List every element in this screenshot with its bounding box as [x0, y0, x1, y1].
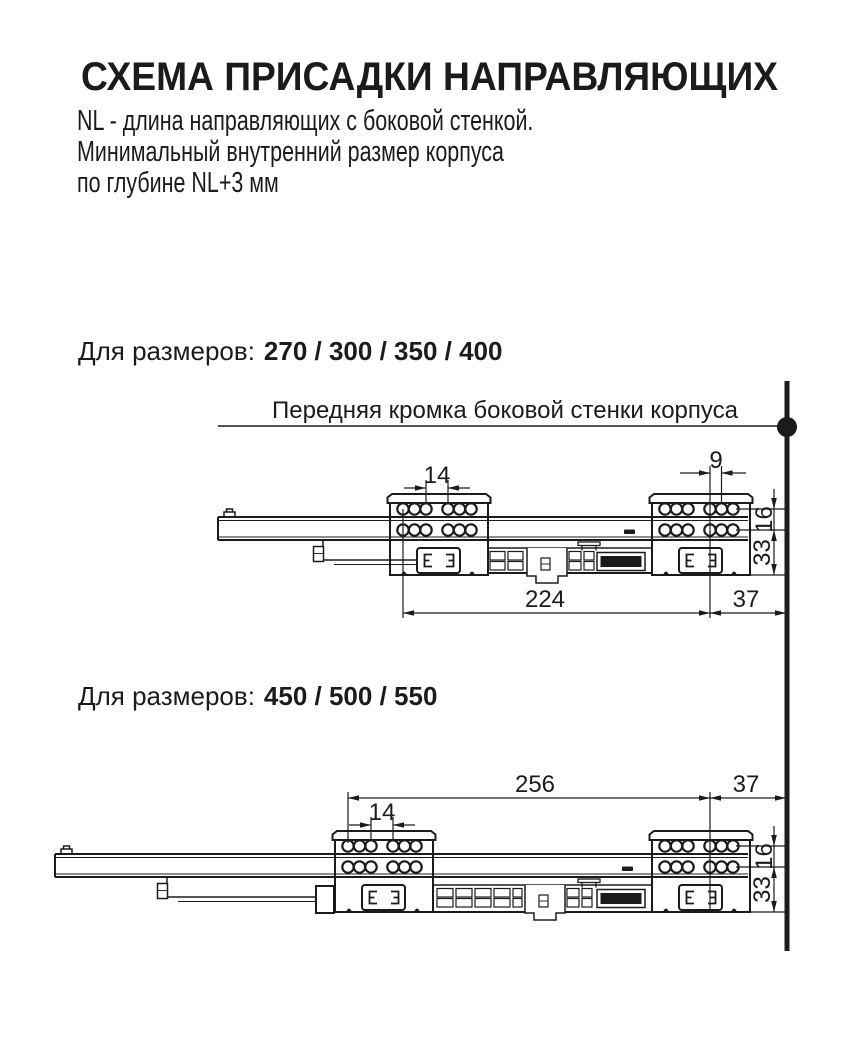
- subtitle-line-1: NL - длина направляющих с боковой стенкой.: [77, 105, 534, 137]
- section-1-sizes: 270 / 300 / 350 / 400: [263, 336, 503, 366]
- svg-text:33: 33: [749, 539, 776, 566]
- section-1-prefix: Для размеров:: [78, 336, 255, 366]
- subtitle-line-3: по глубине NL+3 мм: [77, 167, 279, 199]
- slide-mechanism-2: [433, 879, 652, 920]
- section-2-sizes: 450 / 500 / 550: [263, 681, 438, 711]
- mount-bracket-2-right: [650, 831, 753, 912]
- brand-plate-2: [597, 890, 645, 908]
- brand-plate-1: [597, 553, 645, 571]
- svg-text:16: 16: [751, 843, 778, 870]
- brand-text-2: BOYARD: [601, 894, 641, 904]
- rail-end-tab-1: [224, 509, 235, 517]
- svg-text:14: 14: [368, 799, 396, 826]
- clamp-part-1: [578, 542, 600, 551]
- mechanism-grid-2: [437, 889, 592, 908]
- section-2-prefix: Для размеров:: [78, 681, 255, 711]
- svg-text:16: 16: [751, 506, 778, 533]
- rail-latch-mark-1: [624, 530, 635, 535]
- rail-under-step-1: [314, 540, 421, 565]
- subtitle-line-2: Минимальный внутренний размер корпуса: [77, 136, 504, 168]
- adjust-clip-2: [525, 885, 565, 920]
- svg-text:37: 37: [732, 586, 760, 613]
- svg-text:224: 224: [524, 586, 566, 613]
- mount-bracket-2-left: [333, 831, 436, 912]
- drawing-1: [218, 447, 788, 618]
- front-edge-label: Передняя кромка боковой стенки корпуса: [272, 397, 738, 424]
- svg-text:256: 256: [514, 771, 556, 798]
- svg-text:9: 9: [709, 447, 723, 474]
- svg-text:14: 14: [423, 462, 451, 489]
- edge-dot: [777, 417, 797, 437]
- page-title: СХЕМА ПРИСАДКИ НАПРАВЛЯЮЩИХ: [81, 55, 778, 99]
- svg-text:33: 33: [749, 876, 776, 903]
- slide-mechanism-1: [488, 542, 652, 583]
- brand-text-1: BOYARD: [601, 557, 641, 567]
- svg-text:37: 37: [732, 771, 760, 798]
- rail-end-tab-2: [61, 846, 72, 854]
- rail-latch-mark-2: [622, 867, 633, 872]
- mount-bracket-1-right: [650, 494, 753, 575]
- rail-under-step-2: [158, 877, 335, 913]
- adjust-clip-1: [527, 548, 567, 583]
- clamp-part-2: [578, 879, 600, 888]
- drawing-2: [55, 771, 788, 920]
